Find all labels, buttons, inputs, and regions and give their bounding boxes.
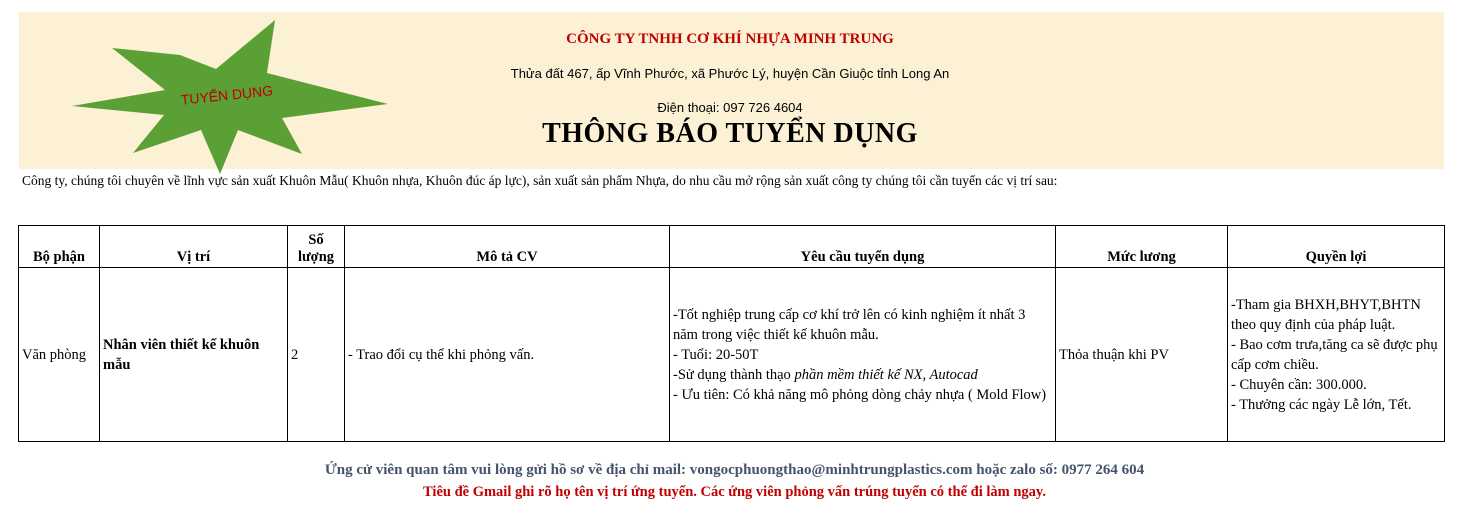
header-department: Bộ phận: [19, 226, 100, 268]
requirement-education: -Tốt nghiệp trung cấp cơ khí trở lên có kinh nghiệm ít nhất 3 năm trong việc thiết kế khuôn mẫu.: [673, 306, 1026, 343]
starburst-label: TUYỂN DỤNG: [180, 82, 274, 108]
table-header-row: [19, 226, 1445, 268]
requirement-software: [673, 365, 1052, 385]
header-quantity-line1: Số: [308, 232, 324, 248]
benefit-attendance: - Chuyên cần: 300.000.: [1231, 376, 1367, 393]
cell-position: Nhân viên thiết kế khuôn mẫu: [100, 268, 288, 442]
page-title: THÔNG BÁO TUYỂN DỤNG: [542, 118, 918, 149]
requirement-software-prefix: -Sử dụng thành thạo: [673, 366, 795, 383]
recruitment-starburst-badge: [70, 18, 390, 176]
header-description: Mô tả CV: [345, 226, 670, 268]
intro-text: Công ty, chúng tôi chuyên về lĩnh vực sản xuất Khuôn Mẫu( Khuôn nhựa, Khuôn đúc áp lực), sản xuất sản phẩm Nhựa, do nhu cầu mở rộng sản xuất công ty chúng tôi cần tuyển các vị trí sau:: [22, 173, 1058, 188]
company-name: CÔNG TY TNHH CƠ KHÍ NHỰA MINH TRUNG: [566, 31, 894, 47]
header-benefits: Quyền lợi: [1228, 226, 1445, 268]
cell-description: - Trao đổi cụ thể khi phỏng vấn.: [345, 268, 670, 442]
cell-salary: Thỏa thuận khi PV: [1056, 268, 1228, 442]
header-position: Vị trí: [100, 226, 288, 268]
requirement-priority: - Ưu tiên: Có khả năng mô phỏng dòng chảy nhựa ( Mold Flow): [673, 386, 1047, 403]
requirement-software-italic: phần mềm thiết kế NX, Autocad: [794, 366, 978, 383]
header-quantity: [288, 226, 345, 268]
cell-benefits: [1228, 268, 1445, 442]
benefit-holiday-bonus: - Thưởng các ngày Lễ lớn, Tết.: [1231, 396, 1412, 413]
email-subject-note: Tiêu đề Gmail ghi rõ họ tên vị trí ứng tuyển. Các ứng viên phỏng vấn trúng tuyển có thể đi làm ngay.: [423, 484, 1046, 500]
table-row: [19, 268, 1445, 442]
cell-quantity: 2: [288, 268, 345, 442]
cell-requirements: [670, 268, 1056, 442]
company-address: Thửa đất 467, ấp Vĩnh Phước, xã Phước Lý, huyện Cần Giuộc tỉnh Long An: [510, 66, 950, 81]
header-salary: Mức lương: [1056, 226, 1228, 268]
benefit-insurance: -Tham gia BHXH,BHYT,BHTN theo quy định của pháp luật.: [1231, 296, 1421, 333]
contact-instructions: Ứng cử viên quan tâm vui lòng gửi hồ sơ về địa chỉ mail: vongocphuongthao@minhtrungplastics.com hoặc zalo số: 0977 264 604: [324, 462, 1145, 478]
header-requirements: Yêu cầu tuyển dụng: [670, 226, 1056, 268]
cell-department: Văn phòng: [19, 268, 100, 442]
benefit-meals: - Bao cơm trưa,tăng ca sẽ được phụ cấp cơm chiều.: [1231, 336, 1438, 373]
job-table: [18, 225, 1445, 442]
company-phone: Điện thoại: 097 726 4604: [657, 100, 803, 115]
requirement-age: - Tuổi: 20-50T: [673, 346, 759, 363]
header-quantity-line2: lượng: [297, 249, 335, 265]
